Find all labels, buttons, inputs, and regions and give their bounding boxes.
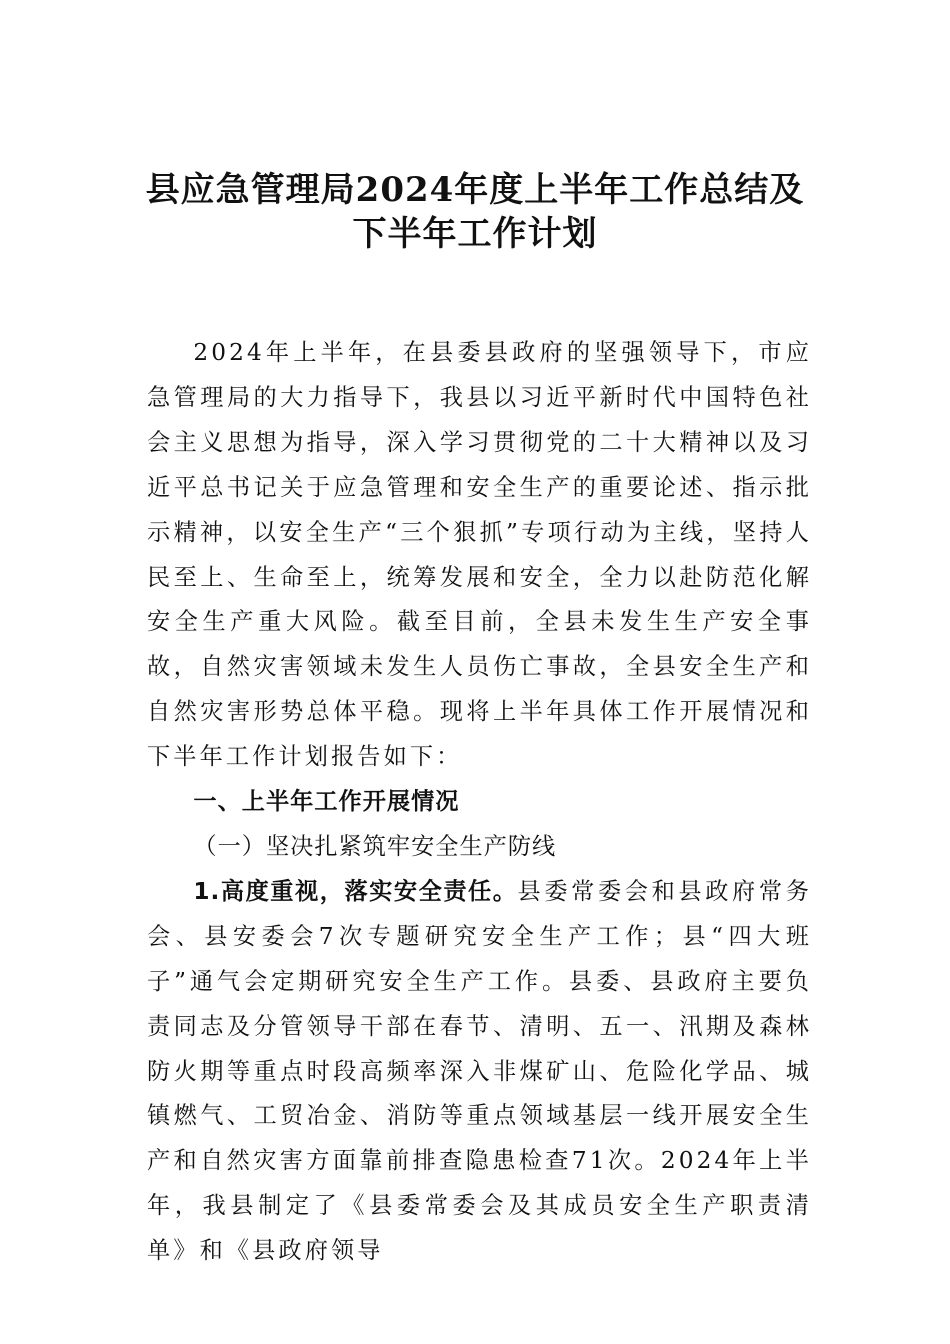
item-paragraph [147, 870, 812, 1274]
subsection-heading: （一）坚决扎紧筑牢安全生产防线 [193, 832, 557, 860]
item-text: 县委常委会和县政府常务会、县安委会7次专题研究安全生产工作；县“四大班子”通气会定期研究安全生产工作。县委、县政府主要负责同志及分管领导干部在春节、清明、五一、汛期及森林防火期等重点时段高频率深入非煤矿山、危险化学品、城镇燃气、工贸冶金、消防等重点领域基层一线开展安全生产和自然灾害方面靠前排查隐患检查71次。2024年上半年，我县制定了《县委常委会及其成员安全生产职责清单》和《县政府领导 [147, 877, 812, 1265]
item-lead: 1.高度重视，落实安全责任。 [193, 877, 518, 905]
document-title-line-2: 下半年工作计划 [352, 214, 598, 254]
intro-paragraph: 2024年上半年，在县委县政府的坚强领导下，市应急管理局的大力指导下，我县以习近平新时代中国特色社会主义思想为指导，深入学习贯彻党的二十大精神以及习近平总书记关于应急管理和安全生产的重要论述、指示批示精神，以安全生产“三个狠抓”专项行动为主线，坚持人民至上、生命至上，统筹发展和安全，全力以赴防范化解安全生产重大风险。截至目前，全县未发生生产安全事故，自然灾害领域未发生人员伤亡事故，全县安全生产和自然灾害形势总体平稳。现将上半年具体工作开展情况和下半年工作计划报告如下： [147, 339, 812, 771]
document-body [147, 331, 812, 1274]
section-heading: 一、上半年工作开展情况 [193, 788, 460, 816]
document-title-line-1: 县应急管理局2024年度上半年工作总结及 [145, 170, 805, 210]
